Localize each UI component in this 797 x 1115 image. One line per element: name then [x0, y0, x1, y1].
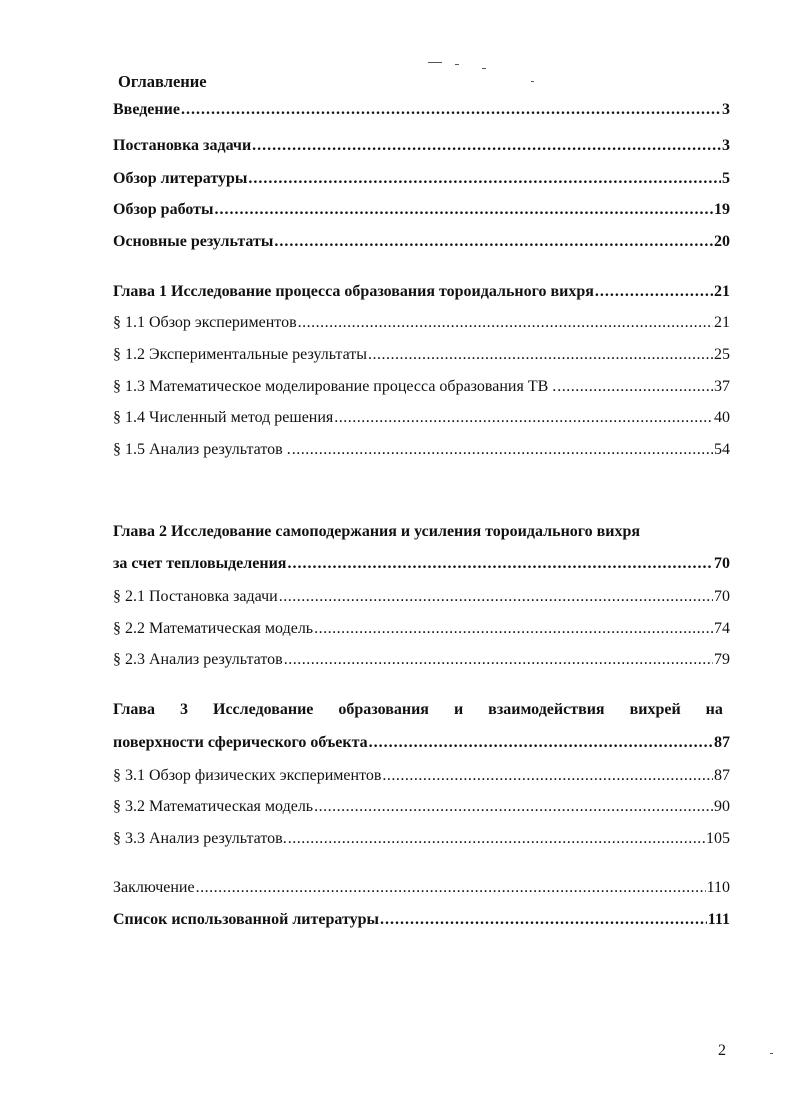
toc-entry-label: Глава 2 Исследование самоподержания и усиления тороидального вихря [113, 523, 641, 540]
toc-entry-label: Обзор литературы [113, 170, 248, 187]
dot-leader [274, 232, 713, 252]
toc-title: Оглавление [118, 72, 207, 91]
toc-entry-page: 21 [714, 314, 730, 331]
toc-entry-page: 25 [714, 346, 730, 363]
dot-leader [368, 345, 713, 365]
dot-leader [314, 619, 713, 639]
toc-entry-page: 70 [714, 555, 730, 572]
scan-speck [770, 1053, 773, 1054]
toc-entry-label: Список использованной литературы [113, 911, 379, 928]
dot-leader [287, 554, 713, 574]
toc-chapter-1 [113, 282, 730, 302]
dot-leader [382, 766, 713, 786]
dot-leader [215, 200, 713, 220]
dot-leader [181, 100, 721, 120]
toc-section-1-1 [113, 313, 730, 333]
page-number: 2 [718, 1042, 726, 1059]
toc-entry-label: § 1.2 Экспериментальные результаты [113, 346, 368, 363]
toc-entry-overview [113, 200, 730, 220]
dot-leader [380, 910, 707, 930]
toc-entry-page: 19 [714, 201, 730, 218]
toc-entry-page: 79 [714, 651, 730, 668]
toc-section-2-3 [113, 650, 730, 670]
toc-entry-label: § 1.5 Анализ результатов . [113, 441, 291, 458]
toc-entry-label: за счет тепловыделения [113, 555, 287, 572]
toc-entry-page: 21 [714, 283, 730, 300]
toc-entry-label: § 2.1 Постановка задачи [113, 588, 278, 605]
toc-section-1-2 [113, 345, 730, 365]
toc-entry-label: § 1.3 Математическое моделирование процесса образования ТВ . [113, 378, 557, 395]
toc-entry-label: поверхности сферического объекта [113, 734, 368, 751]
dot-leader [314, 797, 713, 817]
toc-chapter-2-line2 [113, 554, 730, 574]
toc-entry-label: § 3.3 Анализ результатов. [113, 830, 287, 847]
toc-entry-page: 3 [722, 101, 730, 118]
toc-entry-label: Постановка задачи [113, 137, 252, 154]
toc-entry-page: 87 [714, 767, 730, 784]
dot-leader [279, 587, 713, 607]
dot-leader [334, 408, 713, 428]
dot-leader [557, 377, 713, 397]
toc-entry-page: 40 [714, 409, 730, 426]
toc-entry-label: Глава 3 Исследование образования и взаимодействия вихрей на [113, 701, 723, 718]
toc-entry-results [113, 232, 730, 252]
dot-leader [248, 169, 721, 189]
toc-entry-page: 111 [707, 911, 730, 928]
toc-section-2-2 [113, 619, 730, 639]
toc-entry-page: 70 [714, 588, 730, 605]
dot-leader [292, 440, 713, 460]
toc-entry-label: § 3.1 Обзор физических экспериментов [113, 767, 382, 784]
dot-leader [595, 282, 713, 302]
toc-chapter-3-line2 [113, 733, 730, 753]
toc-entry-intro [113, 100, 730, 120]
toc-entry-page: 87 [714, 734, 730, 751]
toc-entry-page: 105 [706, 830, 730, 847]
toc-entry-label: Обзор работы [113, 201, 214, 218]
toc-entry-label: § 1.4 Численный метод решения [113, 409, 334, 426]
toc-entry-page: 90 [714, 798, 730, 815]
dot-leader [369, 733, 713, 753]
toc-entry-label: § 2.3 Анализ результатов [113, 651, 283, 668]
dot-leader [298, 313, 713, 333]
toc-entry-literature [113, 169, 730, 189]
scan-speck [482, 68, 486, 69]
toc-entry-page: 110 [706, 879, 730, 896]
toc-section-1-4 [113, 408, 730, 428]
toc-section-3-1 [113, 766, 730, 786]
toc-section-1-5 [113, 440, 730, 460]
toc-section-3-2 [113, 797, 730, 817]
toc-section-3-3 [113, 829, 730, 849]
toc-entry-label: § 3.2 Математическая модель [113, 798, 314, 815]
scan-speck [428, 62, 442, 63]
toc-section-2-1 [113, 587, 730, 607]
toc-entry-page: 5 [722, 170, 730, 187]
dot-leader [196, 878, 706, 898]
scan-speck [531, 81, 534, 82]
dot-leader [288, 829, 705, 849]
scan-speck [455, 64, 459, 65]
toc-entry-page: 3 [722, 137, 730, 154]
toc-chapter-2-line1 [113, 522, 730, 542]
toc-entry-page: 54 [714, 441, 730, 458]
toc-entry-page: 37 [714, 378, 730, 395]
toc-entry-references [113, 910, 730, 930]
dot-leader [252, 136, 721, 156]
toc-entry-problem [113, 136, 730, 156]
toc-entry-label: Заключение [113, 879, 195, 896]
dot-leader [284, 650, 713, 670]
toc-entry-label: Глава 1 Исследование процесса образования тороидального вихря [113, 283, 594, 300]
toc-entry-label: Основные результаты [113, 233, 274, 250]
toc-entry-label: Введение [113, 101, 180, 118]
toc-entry-page: 20 [714, 233, 730, 250]
toc-section-1-3 [113, 377, 730, 397]
toc-entry-conclusion [113, 878, 730, 898]
toc-entry-page: 74 [714, 620, 730, 637]
toc-entry-label: § 1.1 Обзор экспериментов [113, 314, 297, 331]
toc-chapter-3-line1 [113, 700, 730, 720]
toc-entry-label: § 2.2 Математическая модель [113, 620, 314, 637]
